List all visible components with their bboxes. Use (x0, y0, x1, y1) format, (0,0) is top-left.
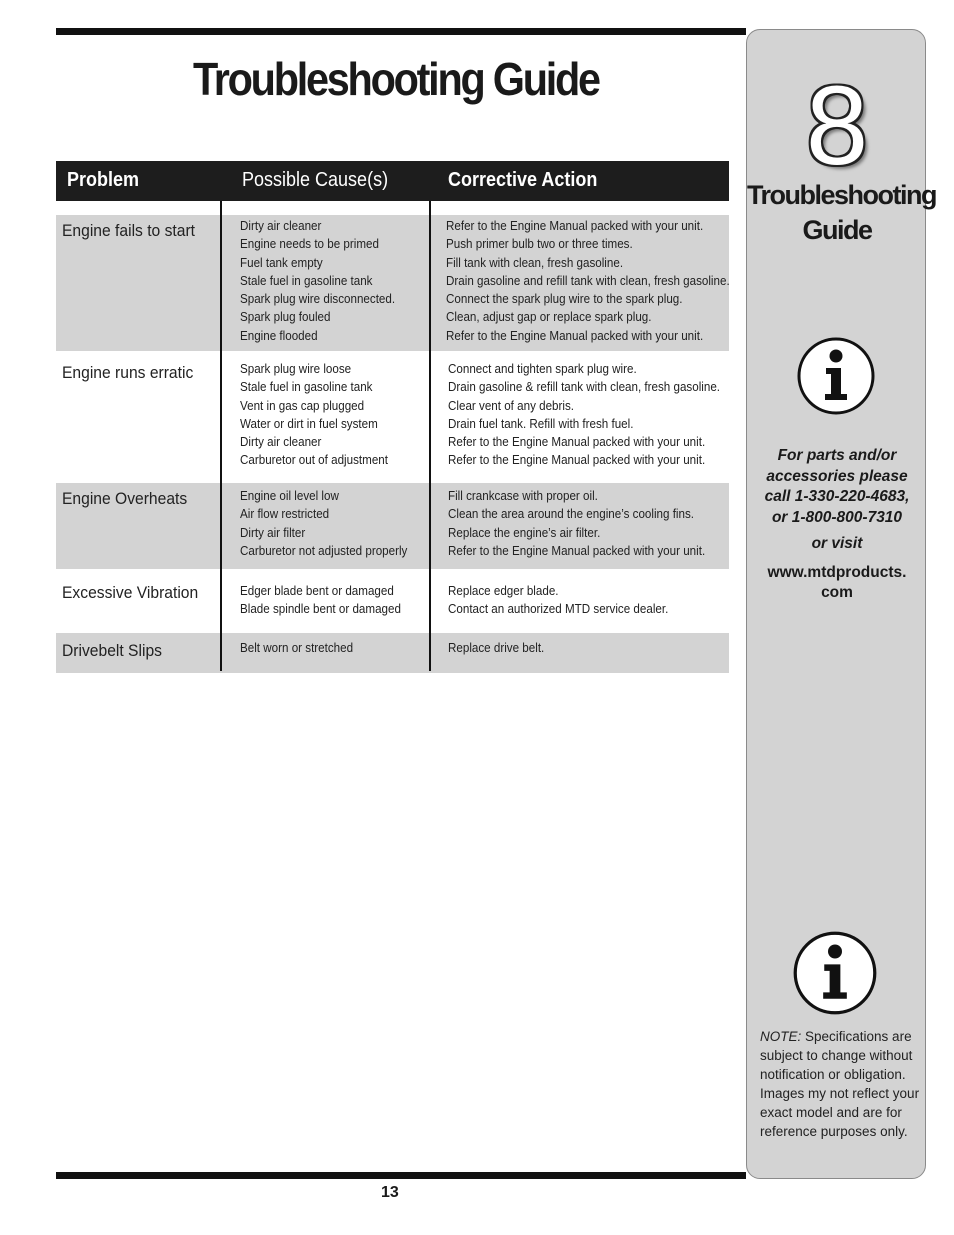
top-rule (56, 28, 746, 35)
column-divider (429, 201, 431, 671)
cause-item: Carburetor out of adjustment (240, 453, 388, 468)
action-item: Refer to the Engine Manual packed with your unit. (448, 435, 706, 450)
action-item: Contact an authorized MTD service dealer. (448, 602, 669, 617)
cause-item: Edger blade bent or damaged (240, 584, 394, 598)
contact-line: For parts and/or (777, 447, 897, 464)
sidebar-title (747, 178, 936, 248)
action-item: Connect and tighten spark plug wire. (448, 362, 637, 376)
table-row (56, 569, 729, 633)
cause-list (240, 360, 399, 470)
action-item: Replace the engine’s air filter. (448, 525, 601, 540)
action-list (448, 487, 725, 560)
cause-item: Dirty air cleaner (240, 219, 322, 233)
problem-label: Drivebelt Slips (62, 641, 162, 660)
chapter-number: 8 (805, 63, 869, 188)
contact-line: call 1-330-220-4683, (764, 488, 910, 505)
problem-label: Engine Overheats (62, 489, 188, 508)
action-item: Refer to the Engine Manual packed with your unit. (448, 543, 706, 558)
header-action: Corrective Action (448, 169, 598, 191)
header-cause: Possible Cause(s) (242, 169, 389, 191)
table-row (56, 351, 729, 483)
action-item: Drain gasoline & refill tank with clean, fresh gasoline. (448, 380, 721, 395)
table-row (56, 483, 729, 569)
cause-item: Spark plug wire disconnected. (240, 292, 396, 307)
cause-item: Engine needs to be primed (240, 237, 379, 252)
chapter-sidebar (746, 29, 936, 1179)
website-url (747, 563, 927, 603)
table-row (56, 633, 729, 673)
cause-list (240, 217, 407, 345)
cause-item: Belt worn or stretched (240, 641, 354, 655)
action-item: Replace drive belt. (448, 641, 545, 655)
parts-contact (747, 446, 927, 528)
action-item: Refer to the Engine Manual packed with your unit. (446, 328, 704, 343)
problem-label: Excessive Vibration (62, 583, 199, 602)
action-list (448, 360, 741, 470)
action-item: Connect the spark plug wire to the spark plug. (446, 292, 683, 307)
cause-list (240, 639, 362, 657)
note-text: Specifications are subject to change without notification or obligation. Images my not reflect your exact model and are for reference purposes only. (760, 1029, 920, 1139)
action-item: Refer to the Engine Manual packed with your unit. (446, 219, 704, 233)
action-item: Clear vent of any debris. (448, 398, 575, 413)
action-list (448, 639, 552, 657)
sidebar-title-line2: Guide (802, 215, 872, 245)
action-list (446, 217, 751, 345)
header-problem: Problem (67, 169, 140, 191)
contact-line: or 1-800-800-7310 (771, 508, 903, 526)
cause-item: Dirty air filter (240, 525, 306, 540)
cause-list (240, 582, 413, 619)
sidebar-title-line1: Troubleshooting (747, 180, 936, 210)
cause-item: Engine flooded (240, 328, 318, 343)
url-line: www.mtdproducts. (767, 564, 907, 581)
info-icon (792, 930, 878, 1016)
page-number: 13 (381, 1184, 399, 1201)
problem-label: Engine runs erratic (62, 363, 194, 382)
cause-item: Stale fuel in gasoline tank (240, 380, 373, 395)
cause-item: Fuel tank empty (240, 255, 323, 270)
specifications-note (760, 1027, 920, 1141)
info-icon (796, 336, 876, 416)
contact-visit: or visit (811, 535, 863, 552)
action-item: Clean the area around the engine’s cooling fins. (448, 507, 695, 522)
column-divider (220, 201, 222, 671)
troubleshooting-table (56, 161, 730, 660)
cause-item: Spark plug wire loose (240, 362, 352, 376)
note-label: NOTE: (760, 1029, 802, 1044)
contact-line: accessories please (766, 467, 908, 485)
table-row (56, 215, 729, 351)
problem-label: Engine fails to start (62, 221, 196, 240)
url-line: com (821, 584, 853, 601)
action-list (448, 582, 685, 619)
cause-item: Carburetor not adjusted properly (240, 543, 408, 558)
cause-item: Air flow restricted (240, 507, 330, 522)
table-header (56, 161, 729, 201)
page-title: Troubleshooting Guide (193, 53, 599, 105)
cause-item: Water or dirt in fuel system (240, 416, 378, 431)
action-item: Fill tank with clean, fresh gasoline. (446, 255, 624, 270)
action-item: Drain gasoline and refill tank with clean, fresh gasoline. (446, 273, 730, 288)
bottom-rule (56, 1172, 746, 1179)
action-item: Replace edger blade. (448, 584, 559, 598)
action-item: Fill crankcase with proper oil. (448, 489, 598, 503)
action-item: Push primer bulb two or three times. (446, 237, 633, 252)
cause-item: Stale fuel in gasoline tank (240, 273, 373, 288)
cause-list (240, 487, 420, 560)
cause-item: Dirty air cleaner (240, 435, 322, 450)
action-item: Drain fuel tank. Refill with fresh fuel. (448, 416, 634, 431)
cause-item: Blade spindle bent or damaged (240, 602, 401, 617)
cause-item: Vent in gas cap plugged (240, 398, 365, 413)
action-item: Refer to the Engine Manual packed with your unit. (448, 453, 706, 468)
cause-item: Spark plug fouled (240, 310, 331, 325)
action-item: Clean, adjust gap or replace spark plug. (446, 310, 652, 325)
cause-item: Engine oil level low (240, 489, 339, 503)
